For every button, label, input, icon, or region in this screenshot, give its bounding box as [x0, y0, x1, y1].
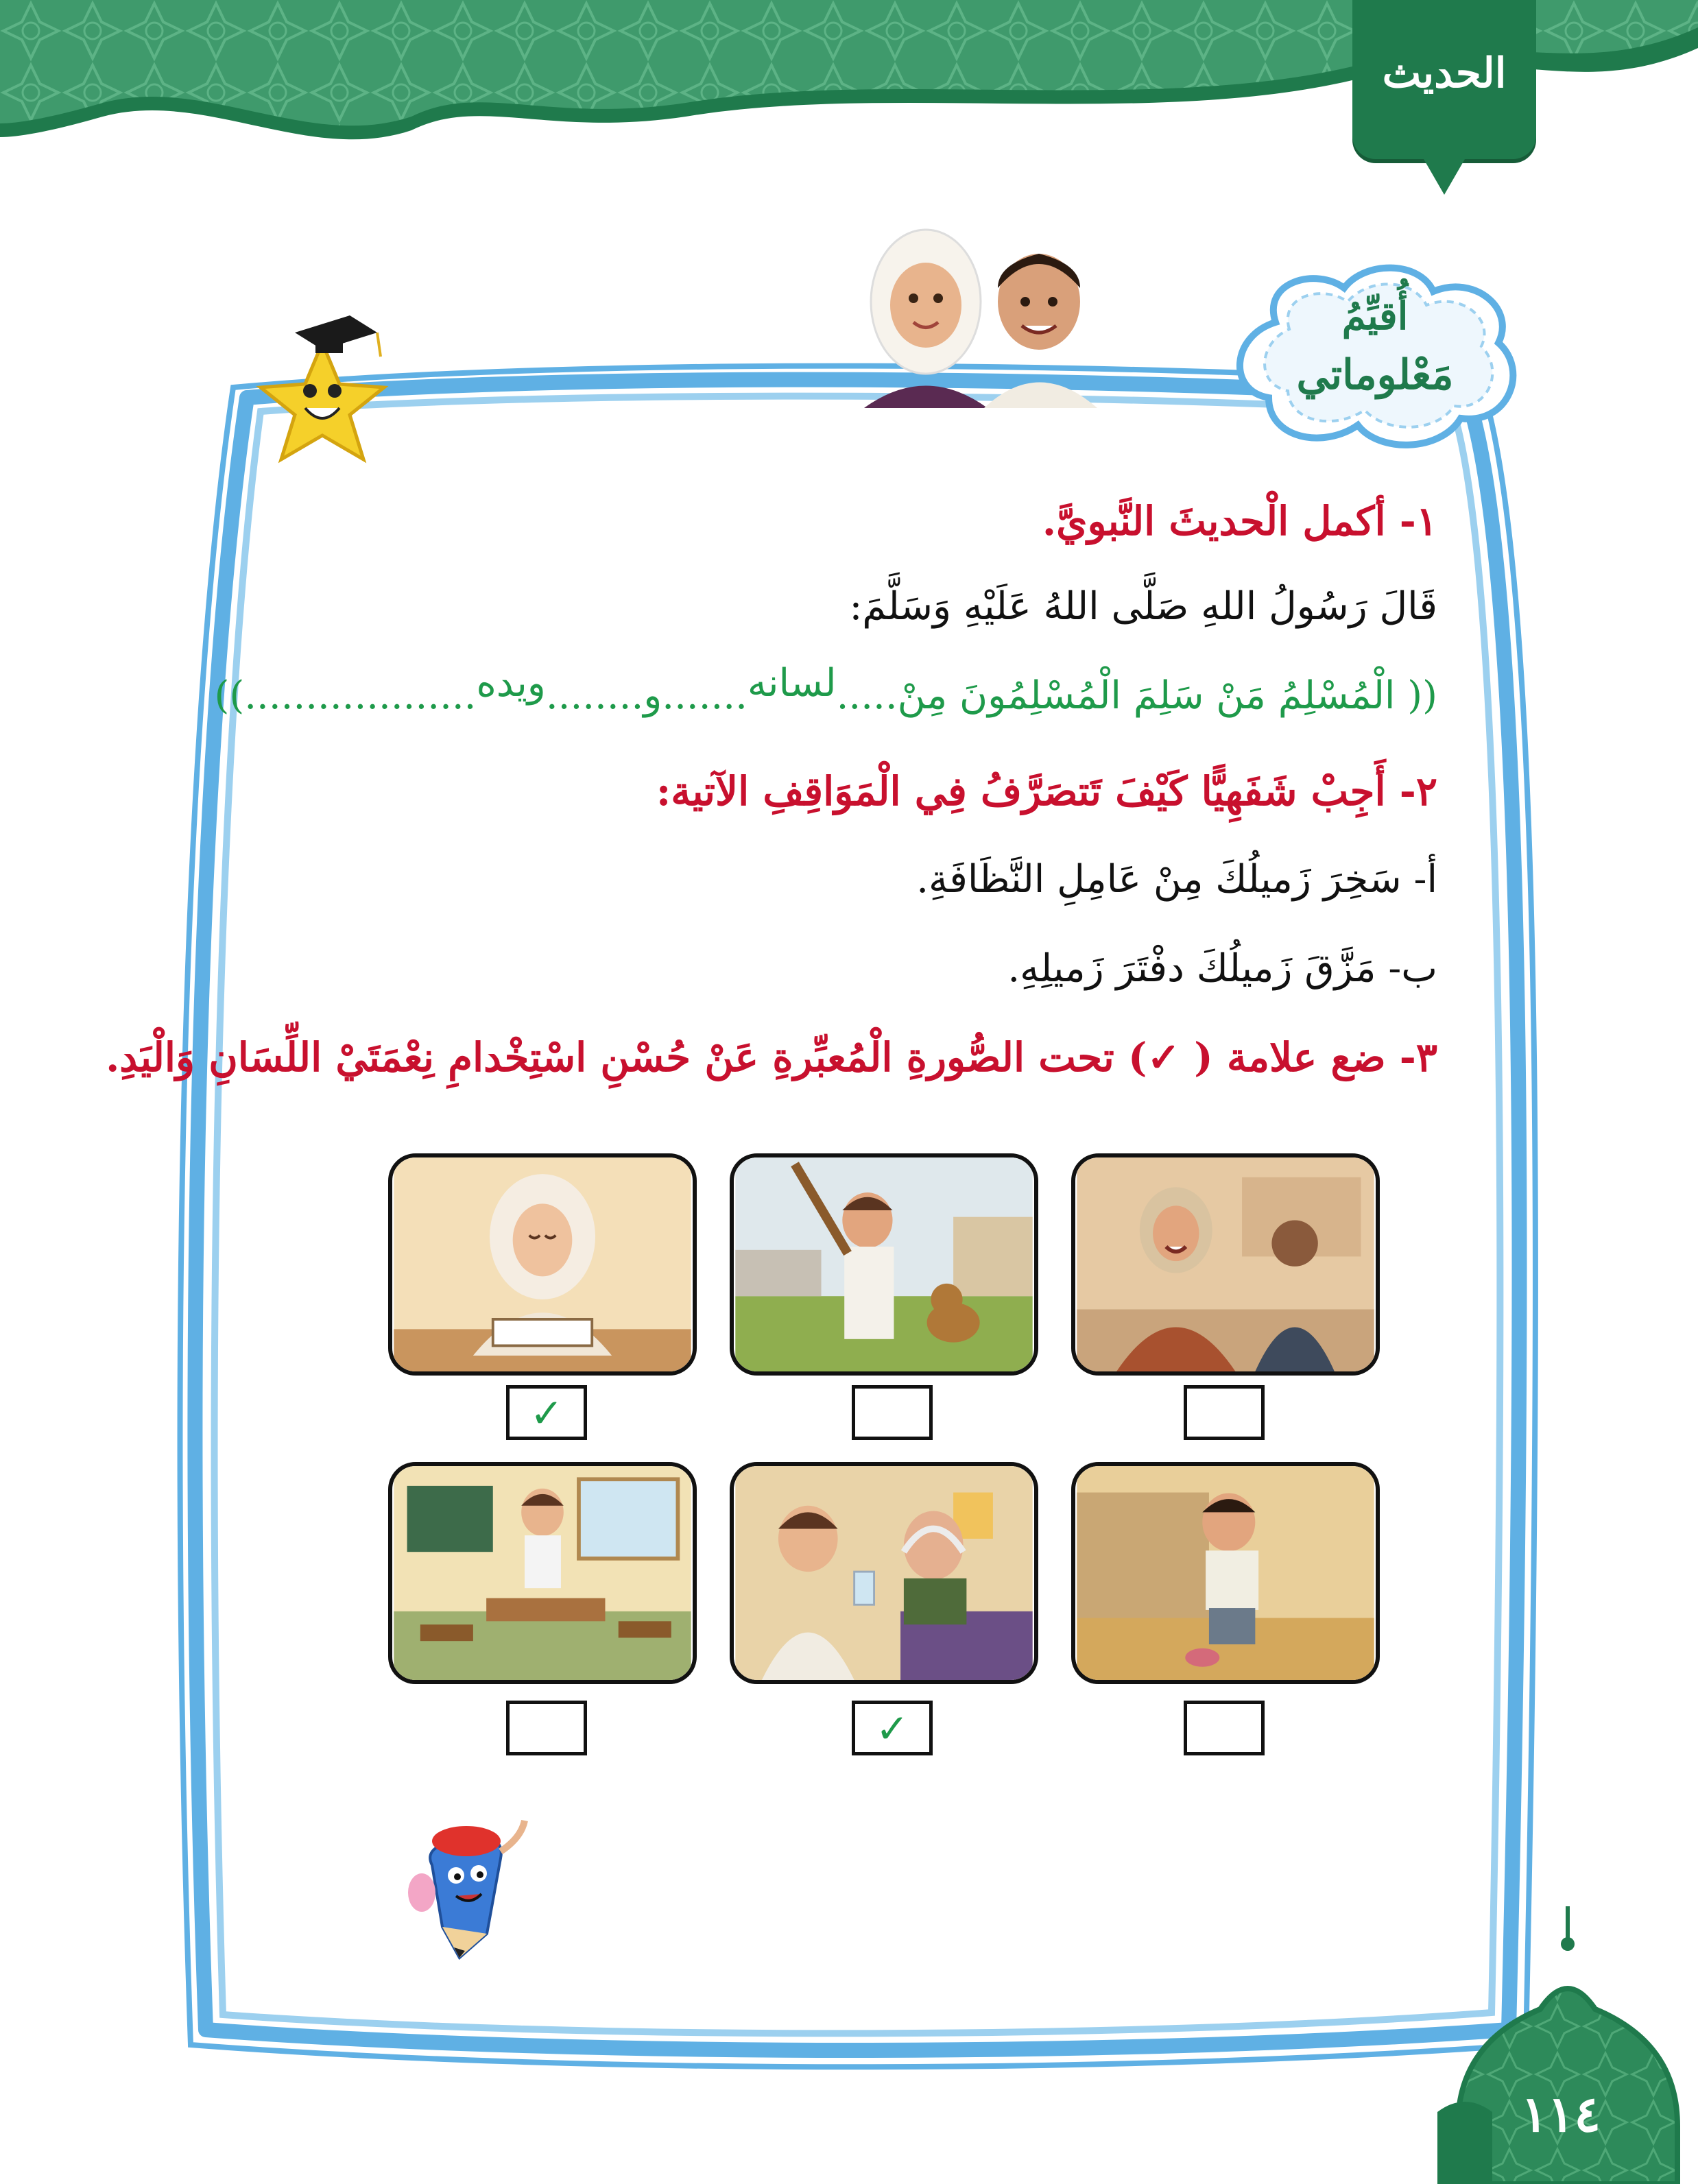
checkbox-1[interactable] [1184, 1385, 1265, 1440]
checkbox-4[interactable] [1184, 1701, 1265, 1755]
hadith-completion-line: (( الْمُسْلِمُ مَنْ سَلِمَ الْمُسْلِمُونَ مِنْ.....لسانه.......و........ويده...................)) [214, 661, 1437, 718]
question-1-intro: قَالَ رَسُولُ اللهِ صَلَّى اللهُ عَلَيْهِ وَسَلَّمَ: [849, 584, 1437, 629]
picture-angry-boy-stomping [1071, 1462, 1380, 1684]
star-mascot-icon [247, 302, 398, 466]
picture-boy-hitting-dog [730, 1153, 1038, 1376]
picture-shouting-woman [1071, 1153, 1380, 1376]
checkbox-5[interactable]: ✓ [852, 1701, 933, 1755]
question-1-title: ١- أكمل الْحديثَ النَّبويَّ. [1042, 498, 1437, 544]
question-2-item-b: ب- مَزَّقَ زَميلُكَ دفْتَرَ زَميلِهِ. [1007, 946, 1437, 991]
question-2-item-a: أ- سَخِرَ زَميلُكَ مِنْ عَامِلِ النَّظَافَةِ. [916, 857, 1437, 902]
badge-title-line2: مَعْلوماتي [1296, 351, 1454, 399]
children-illustration [850, 226, 1111, 408]
chapter-title: الحديث [1382, 49, 1507, 97]
answer-fill-1: لسانه [747, 661, 837, 706]
checkbox-2[interactable] [852, 1385, 933, 1440]
question-2-title: ٢- أَجِبْ شَفَهِيًّا كَيْفَ تَتصَرَّفُ فِي الْمَوَاقِفِ الآتية: [656, 768, 1437, 815]
picture-boy-on-desk [388, 1462, 697, 1684]
page-number: ١١٤ [1520, 2085, 1601, 2143]
picture-girl-praying [388, 1153, 697, 1376]
badge-title-line1: أُقيِّمُ [1341, 293, 1409, 339]
hadith-open: (( الْمُسْلِمُ مَنْ سَلِمَ الْمُسْلِمُونَ مِنْ [897, 673, 1437, 718]
picture-boy-helping-grandfather [730, 1462, 1038, 1684]
checkbox-6[interactable] [506, 1701, 587, 1755]
hadith-connector: و [643, 673, 662, 718]
answer-fill-2: ويده [476, 661, 546, 706]
question-3-title: ٣- ضع علامة ( ✓) تحت الصُّورةِ الْمُعبِّرةِ عَنْ حُسْنِ اسْتِخْدامِ نِعْمَتَيْ اللِّسَانِ وَالْيَدِ. [106, 1034, 1437, 1081]
pencil-mascot-icon [405, 1810, 535, 1975]
checkbox-3[interactable]: ✓ [506, 1385, 587, 1440]
hadith-close: )) [214, 673, 245, 718]
